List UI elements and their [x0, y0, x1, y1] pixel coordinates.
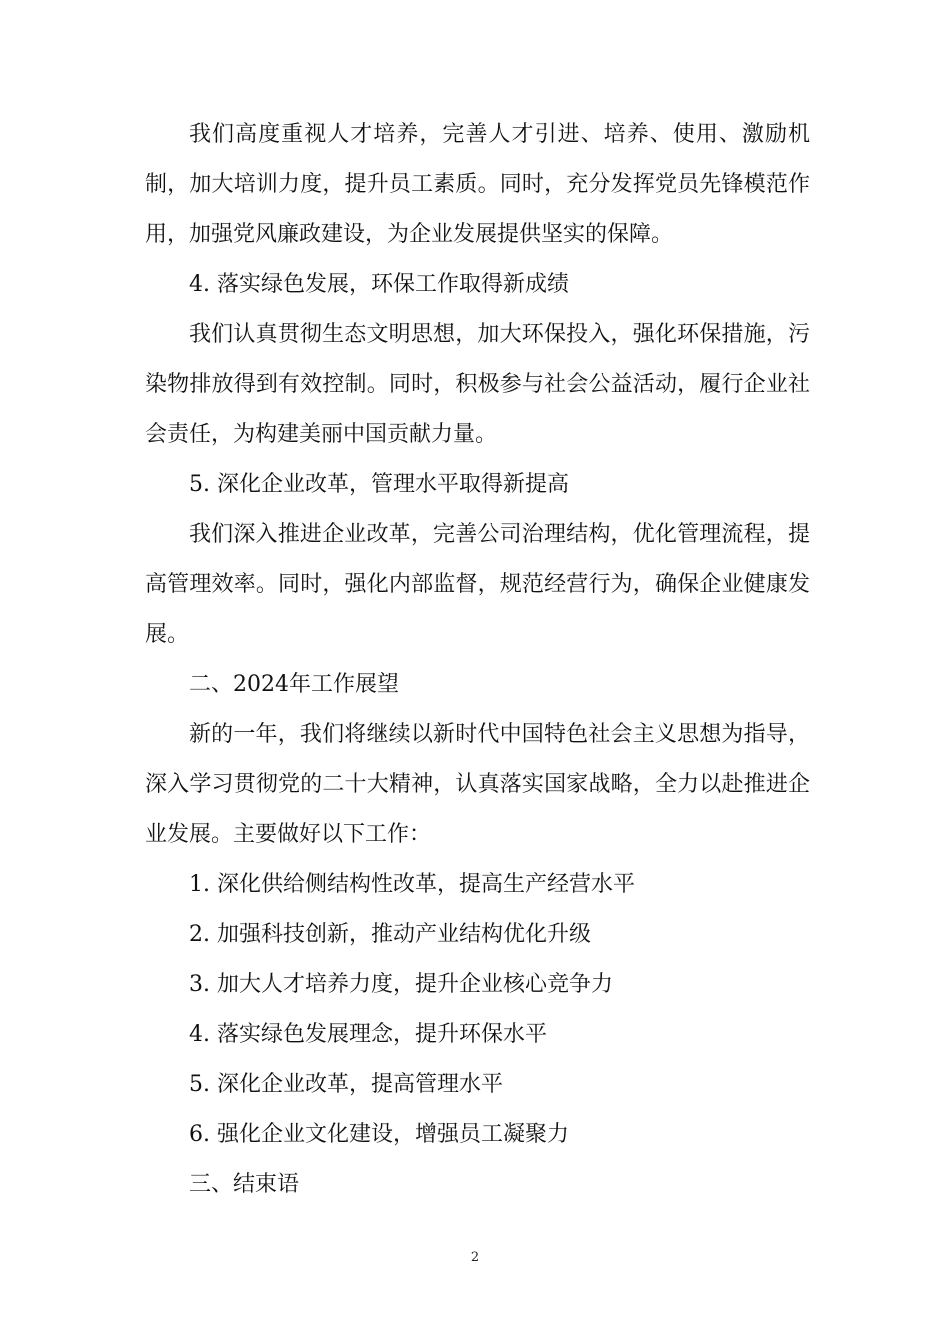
list-item-1: 1. 深化供给侧结构性改革，提高生产经营水平 [189, 872, 635, 897]
paragraph-environmental-work: 我们认真贯彻生态文明思想，加大环保投入，强化环保措施，污染物排放得到有效控制。同时，积极参与社会公益活动，履行企业社会责任，为构建美丽中国贡献力量。 [145, 322, 810, 447]
list-item-6: 6. 强化企业文化建设，增强员工凝聚力 [189, 1122, 569, 1147]
heading-enterprise-reform: 5. 深化企业改革，管理水平取得新提高 [189, 472, 569, 497]
page-number: 2 [470, 1250, 480, 1265]
paragraph-enterprise-reform: 我们深入推进企业改革，完善公司治理结构，优化管理流程，提高管理效率。同时，强化内部监督，规范经营行为，确保企业健康发展。 [145, 522, 810, 647]
section-heading-outlook: 二、2024年工作展望 [189, 672, 399, 697]
section-heading-conclusion: 三、结束语 [189, 1172, 300, 1197]
heading-green-development: 4. 落实绿色发展，环保工作取得新成绩 [189, 272, 569, 297]
list-item-2: 2. 加强科技创新，推动产业结构优化升级 [189, 922, 591, 947]
paragraph-talent-training: 我们高度重视人才培养，完善人才引进、培养、使用、激励机制，加大培训力度，提升员工素质。同时，充分发挥党员先锋模范作用，加强党风廉政建设，为企业发展提供坚实的保障。 [145, 122, 810, 247]
list-item-4: 4. 落实绿色发展理念，提升环保水平 [189, 1022, 547, 1047]
document-body [145, 110, 810, 1210]
list-item-5: 5. 深化企业改革，提高管理水平 [189, 1072, 503, 1097]
list-item-3: 3. 加大人才培养力度，提升企业核心竞争力 [189, 972, 613, 997]
paragraph-outlook-intro: 新的一年，我们将继续以新时代中国特色社会主义思想为指导，深入学习贯彻党的二十大精神，认真落实国家战略，全力以赴推进企业发展。主要做好以下工作： [145, 722, 810, 847]
